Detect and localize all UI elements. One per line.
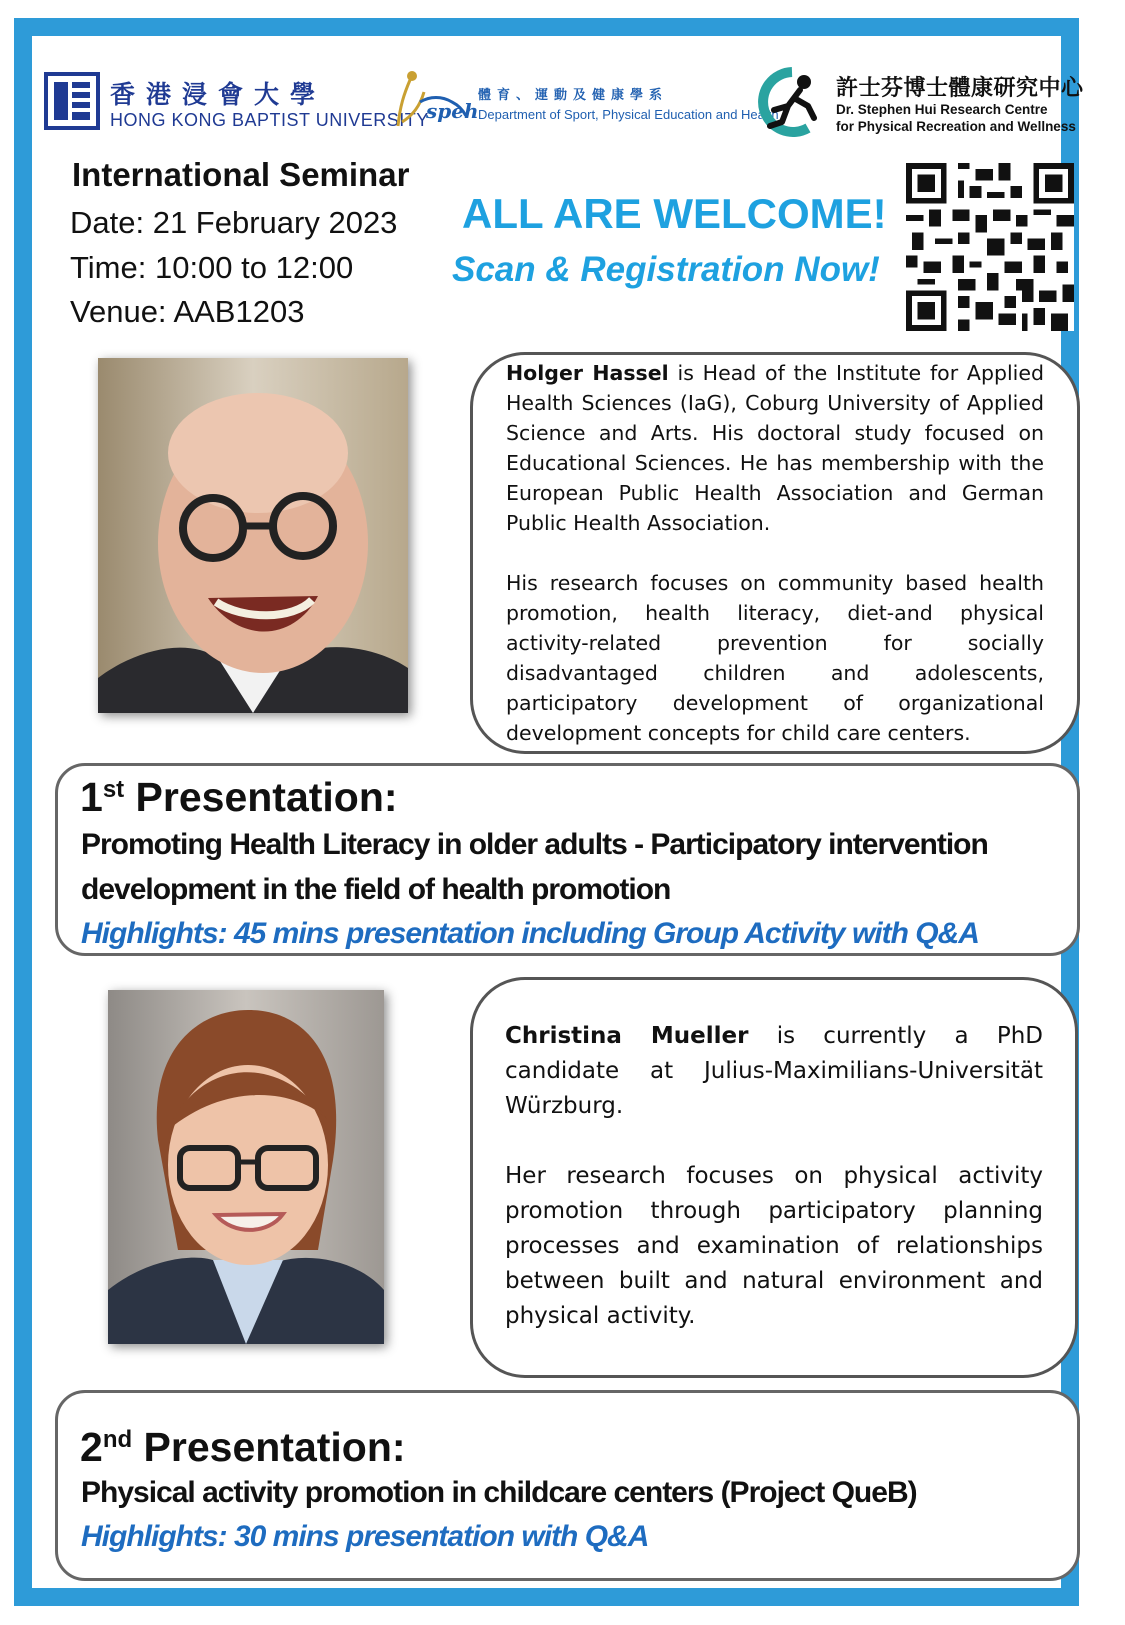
speaker2-photo bbox=[108, 990, 384, 1344]
event-date: Date: 21 February 2023 bbox=[70, 205, 398, 240]
registration-call-to-action: Scan & Registration Now! bbox=[452, 250, 880, 289]
speaker2-research: Her research focuses on physical activity promotion through participatory planning processes and examination of relationships between built and natural environment and physical activity. bbox=[505, 1163, 1043, 1329]
university-name-chinese: 香港浸會大學 bbox=[110, 80, 327, 109]
department-name-chinese: 體育、運動及健康學系 bbox=[478, 88, 669, 103]
presentation1-title-line2: development in the field of health promotion bbox=[81, 873, 671, 906]
presentation2-title: Physical activity promotion in childcare centers (Project QueB) bbox=[81, 1476, 917, 1509]
speaker1-bio-intro: is Head of the Institute for Applied Health Sciences (IaG), Coburg University of Applied Science and Arts. His doctoral study focused on Educational Sciences. He has membership with the European Public Health Association and German Public Health Association. bbox=[506, 361, 1044, 535]
presentation1-heading: 1st Presentation: bbox=[80, 774, 398, 820]
research-centre-runner-icon bbox=[748, 66, 832, 136]
welcome-banner: ALL ARE WELCOME! bbox=[462, 190, 887, 237]
speaker1-name: Holger Hassel bbox=[506, 361, 669, 385]
speaker1-research: His research focuses on community based health promotion, health literacy, diet-and physical activity-related prevention for socially disadvantaged children and adolescents, participatory development of organizational development concepts for child care centers. bbox=[506, 571, 1044, 745]
centre-name-english-line1: Dr. Stephen Hui Research Centre bbox=[836, 102, 1048, 117]
speaker2-bio-intro: is currently a PhD candidate at Julius-Maximilians-Universität Würzburg. bbox=[505, 1023, 1043, 1119]
event-time: Time: 10:00 to 12:00 bbox=[70, 250, 354, 285]
presentation2-highlights: Highlights: 30 mins presentation with Q&A bbox=[81, 1520, 649, 1553]
speaker2-name: Christina Mueller bbox=[505, 1023, 749, 1049]
event-venue: Venue: AAB1203 bbox=[70, 294, 305, 329]
presentation2-heading: 2nd Presentation: bbox=[80, 1424, 406, 1470]
university-name-english: HONG KONG BAPTIST UNIVERSITY bbox=[110, 110, 429, 130]
department-name-english: Department of Sport, Physical Education and Health bbox=[478, 107, 779, 122]
centre-name-chinese: 許士芬博士體康研究中心 bbox=[836, 76, 1084, 101]
seminar-title: International Seminar bbox=[72, 156, 410, 193]
presentation1-title-line1: Promoting Health Literacy in older adults - Participatory intervention bbox=[81, 828, 988, 861]
registration-qr-code[interactable] bbox=[906, 163, 1074, 331]
speaker1-photo bbox=[98, 358, 408, 713]
speaker2-bio bbox=[505, 1019, 1043, 1334]
speh-logo-icon bbox=[390, 66, 479, 134]
speaker1-bio bbox=[506, 358, 1044, 748]
centre-name-english-line2: for Physical Recreation and Wellness bbox=[836, 119, 1076, 134]
presentation1-highlights: Highlights: 45 mins presentation including Group Activity with Q&A bbox=[81, 917, 979, 950]
svg-text:speh: speh bbox=[426, 99, 479, 123]
hkbu-logo-icon bbox=[44, 70, 100, 132]
